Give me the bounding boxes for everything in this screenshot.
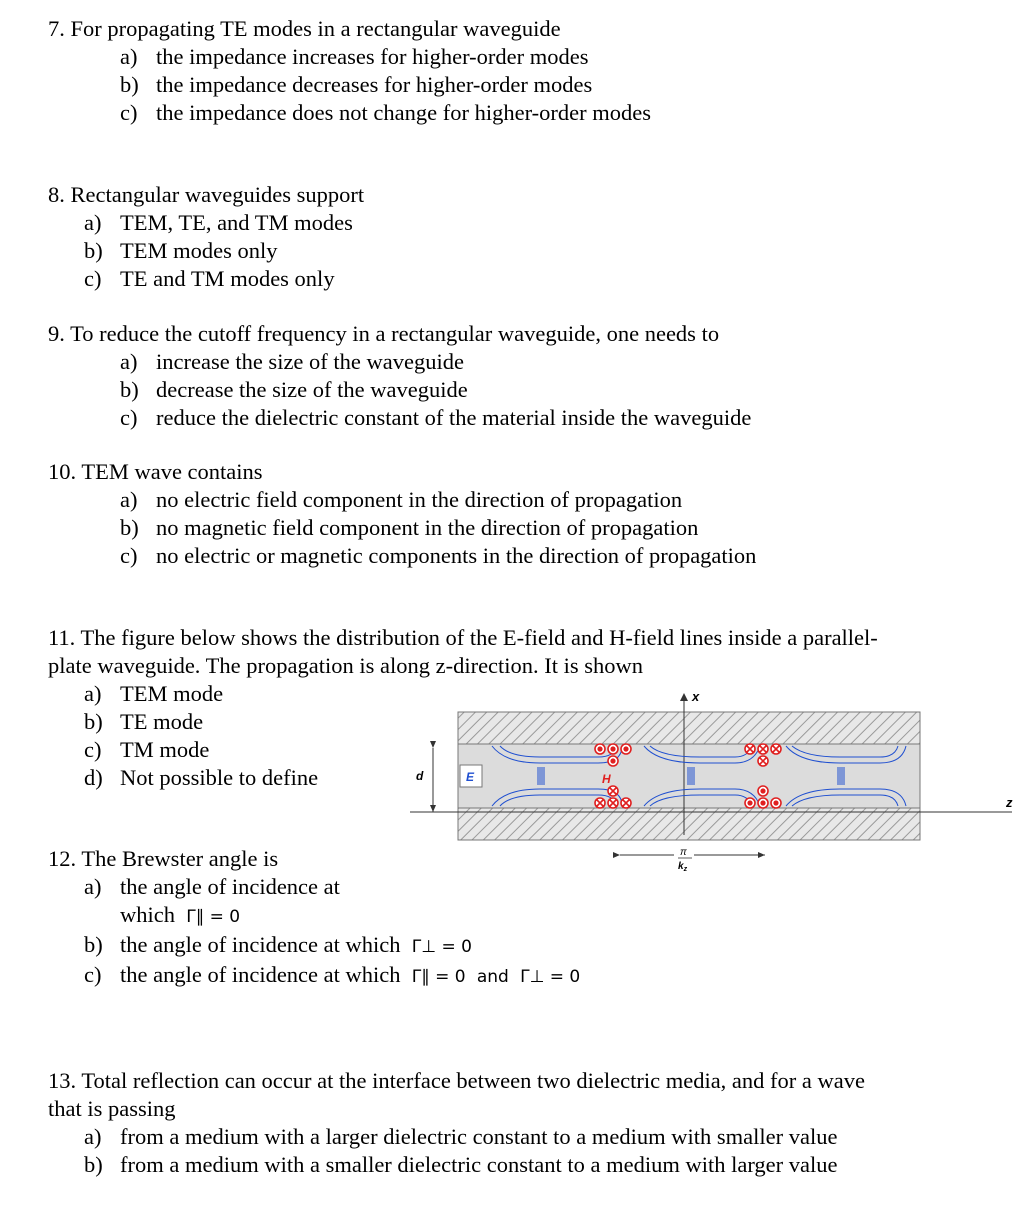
question-13 [48, 1067, 865, 1179]
option-c[interactable]: c) the impedance does not change for higher-order modes [120, 100, 651, 125]
question-7 [48, 15, 651, 127]
h-label: H [602, 772, 611, 786]
question-10 [48, 458, 756, 570]
top-plate [458, 712, 920, 744]
e-label: E [466, 770, 475, 784]
kz-label: $k_z$ [678, 861, 688, 873]
option-a-continuation: which Γ∥ = 0 [120, 902, 241, 927]
option-c[interactable]: c) no electric or magnetic components in the direction of propagation [120, 543, 757, 568]
gamma-perp-zero: Γ⊥ = 0 [411, 937, 472, 957]
option-a[interactable]: a) from a medium with a larger dielectric constant to a medium with smaller value [84, 1124, 838, 1149]
question-stem: 8. Rectangular waveguides support [48, 182, 365, 207]
gamma-perp-zero: Γ⊥ = 0 [520, 967, 581, 987]
option-b[interactable]: b) the angle of incidence at which Γ⊥ = 0 [84, 932, 472, 957]
x-axis-label: x [692, 689, 700, 704]
option-b[interactable]: b) the impedance decreases for higher-order modes [120, 72, 593, 97]
option-d[interactable]: d) Not possible to define [84, 765, 319, 790]
option-a[interactable]: a) the angle of incidence at [84, 874, 340, 899]
option-a[interactable]: a) TEM mode [84, 681, 224, 706]
option-c[interactable]: c) TE and TM modes only [84, 266, 335, 291]
question-stem-line-1: 11. The figure below shows the distribution of the E-field and H-field lines inside a parallel- [48, 625, 878, 650]
question-stem: 12. The Brewster angle is [48, 846, 279, 871]
bottom-plate [458, 808, 920, 840]
option-b[interactable]: b) from a medium with a smaller dielectric constant to a medium with larger value [84, 1152, 838, 1177]
option-a[interactable]: a) increase the size of the waveguide [120, 349, 464, 374]
gamma-parallel-zero: Γ∥ = 0 [186, 907, 241, 927]
guide-region [458, 744, 920, 808]
option-b[interactable]: b) TE mode [84, 709, 204, 734]
question-stem-line-1: 13. Total reflection can occur at the interface between two dielectric media, and for a wave [48, 1068, 865, 1093]
option-a[interactable]: a) TEM, TE, and TM modes [84, 210, 353, 235]
option-a[interactable]: a) no electric field component in the direction of propagation [120, 487, 683, 512]
option-a[interactable]: a) the impedance increases for higher-order modes [120, 44, 589, 69]
option-c[interactable]: c) the angle of incidence at which Γ∥ = 0 and Γ⊥ = 0 [84, 962, 581, 987]
question-stem: 7. For propagating TE modes in a rectangular waveguide [48, 16, 561, 41]
z-axis-label: z [1006, 795, 1013, 810]
option-c[interactable]: c) reduce the dielectric constant of the material inside the waveguide [120, 405, 752, 430]
question-9 [48, 320, 751, 432]
question-stem: 9. To reduce the cutoff frequency in a rectangular waveguide, one needs to [48, 321, 720, 346]
question-stem: 10. TEM wave contains [48, 459, 263, 484]
option-b[interactable]: b) no magnetic field component in the direction of propagation [120, 515, 699, 540]
question-8 [48, 181, 364, 293]
option-b[interactable]: b) decrease the size of the waveguide [120, 377, 468, 402]
question-stem-line-2: plate waveguide. The propagation is along z-direction. It is shown [48, 653, 644, 678]
question-stem-line-2: that is passing [48, 1096, 176, 1121]
d-label: d [416, 769, 424, 783]
gamma-parallel-zero: Γ∥ = 0 [411, 967, 466, 987]
x-axis-arrow-icon [680, 693, 688, 701]
option-b[interactable]: b) TEM modes only [84, 238, 278, 263]
option-c[interactable]: c) TM mode [84, 737, 210, 762]
question-12 [48, 845, 580, 991]
pi-label: π [680, 847, 687, 858]
